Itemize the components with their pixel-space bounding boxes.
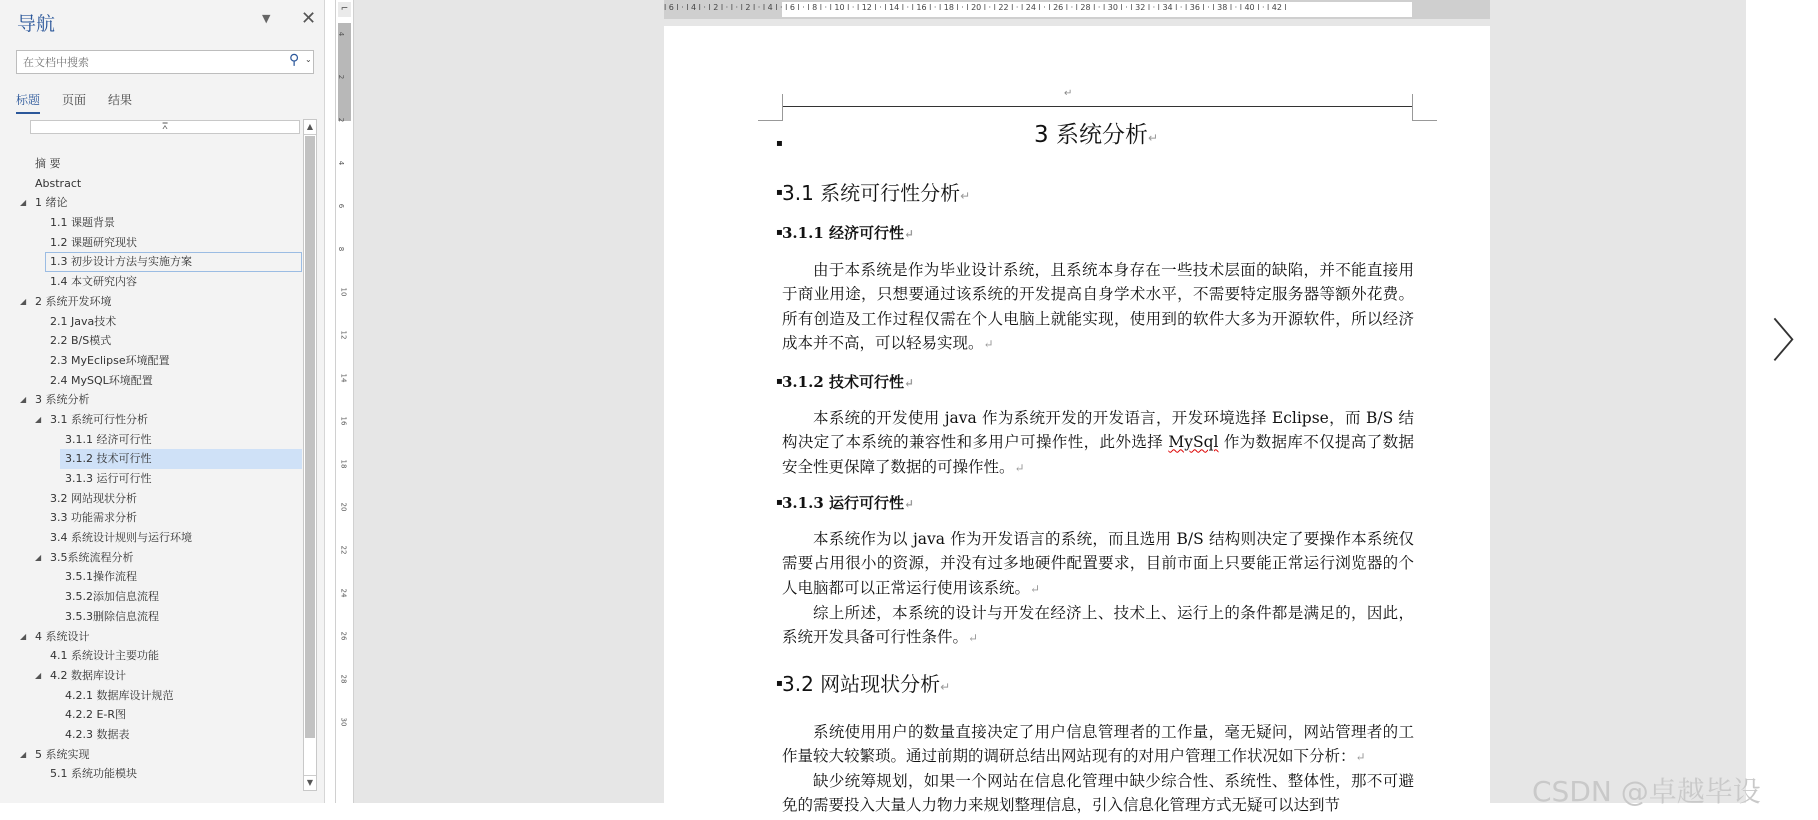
outline-item-label: 4 系统设计 (35, 629, 90, 643)
next-page-arrow-icon[interactable]: 〉 (1772, 314, 1818, 368)
spelling-error-mark: MySql (1168, 433, 1219, 452)
nav-options-dropdown-icon[interactable]: ▼ (262, 12, 271, 25)
tab-selector-icon[interactable]: ⌐ (338, 2, 351, 17)
ruler-tick-label: 24 (339, 588, 348, 598)
outline-item-label: 4.2.2 E-R图 (65, 708, 127, 722)
ruler-tick-label: 6 (337, 203, 346, 209)
outline-item-label: 2.1 Java技术 (50, 314, 117, 328)
outline-item-label: 4.2.1 数据库设计规范 (65, 688, 174, 702)
ruler-tick-label: 14 (339, 373, 348, 383)
outline-item-label: 1.3 初步设计方法与实施方案 (50, 255, 192, 269)
outline-item-label: 3.3 功能需求分析 (50, 511, 137, 525)
ruler-tick-label: 4 (337, 31, 346, 37)
outline-item[interactable] (0, 410, 302, 430)
tab-pages[interactable]: 页面 (62, 93, 87, 107)
outline-item[interactable] (0, 469, 302, 489)
outline-item[interactable] (0, 567, 302, 587)
outline-item[interactable] (0, 312, 302, 332)
crop-mark (1412, 106, 1437, 121)
outline-item-label: 2 系统开发环境 (35, 294, 112, 308)
outline-item[interactable] (0, 233, 302, 253)
heading-3-2: 3.2 网站现状分析↵ (782, 672, 951, 696)
outline-item-label: 3.4 系统设计规则与运行环境 (50, 531, 192, 545)
ruler-tick-label: 16 (339, 416, 348, 426)
heading-bullet: ▪ (776, 497, 783, 508)
expand-toggle-icon[interactable]: ◢ (20, 749, 27, 759)
expand-toggle-icon[interactable]: ◢ (20, 198, 27, 208)
outline-item[interactable] (0, 489, 302, 509)
expand-toggle-icon[interactable]: ◢ (20, 395, 27, 405)
crop-mark (758, 106, 783, 121)
outline-item-label: 3.2 网站现状分析 (50, 491, 137, 505)
crop-mark (1412, 94, 1413, 106)
header-rule (782, 106, 1412, 107)
outline-item[interactable] (0, 646, 302, 666)
heading-3-1-3: 3.1.3 运行可行性↵ (782, 494, 915, 512)
outline-item-label: 3.1.1 经济可行性 (65, 432, 152, 446)
close-icon[interactable]: ✕ (301, 8, 317, 29)
outline-item-label: 4.2.3 数据表 (65, 727, 130, 741)
paragraph-planning: 缺少统筹规划，如果一个网站在信息化管理中缺少综合性、系统性、整体性，那不可避免的需要投入大量人力物力来规划整理信息，引入信息化管理方式无疑可以达到节 (782, 772, 1414, 815)
outline-item[interactable] (0, 213, 302, 233)
heading-bullet: ▪ (776, 678, 783, 689)
outline-item-label: 1.1 课题背景 (50, 216, 115, 230)
paragraph-operational: 本系统作为以 java 作为开发语言的系统，而且选用 B/S 结构则决定了要操作本系统仅需要占用很小的资源，并没有过多地硬件配置要求，目前市面上只要能正常运行浏览器的个人电脑都可以正常运行使用该系统。↵ (782, 530, 1414, 597)
outline-item-label: 5 系统实现 (35, 747, 90, 761)
expand-toggle-icon[interactable]: ◢ (20, 631, 27, 641)
outline-item-label: 1.4 本文研究内容 (50, 275, 137, 289)
header-paragraph-mark: ↵ (1064, 88, 1073, 99)
ruler-tick-label: 8 (337, 246, 346, 252)
outline-item[interactable] (0, 528, 302, 548)
outline-item-label: 2.2 B/S模式 (50, 334, 112, 348)
outline-item[interactable] (0, 705, 302, 725)
watermark: CSDN @卓越毕设 (1532, 775, 1761, 808)
scroll-up-icon[interactable]: ▲ (304, 120, 316, 135)
chapter-title: 3 系统分析↵ (1034, 122, 1159, 148)
tab-headings[interactable]: 标题 (16, 93, 41, 107)
ruler-tick-label: 10 (339, 287, 348, 297)
heading-outline (0, 154, 302, 784)
outline-item[interactable] (45, 252, 302, 272)
nav-title: 导航 (17, 13, 56, 35)
outline-item[interactable] (0, 587, 302, 607)
outline-item-label: 1 绪论 (35, 196, 68, 210)
outline-item-label: 4.2 数据库设计 (50, 668, 126, 682)
collapse-all-button[interactable]: ⩞ (30, 120, 300, 134)
outline-item-label: 3 系统分析 (35, 393, 90, 407)
tab-results[interactable]: 结果 (108, 93, 133, 107)
heading-3-1-1: 3.1.1 经济可行性↵ (782, 224, 915, 242)
heading-3-1-2: 3.1.2 技术可行性↵ (782, 373, 915, 391)
ruler-tick-label: 28 (339, 674, 348, 684)
outline-item[interactable] (0, 331, 302, 351)
outline-item[interactable] (0, 508, 302, 528)
expand-toggle-icon[interactable]: ◢ (35, 414, 42, 424)
outline-item[interactable] (0, 764, 302, 784)
outline-item-label: 2.4 MySQL环境配置 (50, 373, 153, 387)
outline-item-label: 3.1.3 运行可行性 (65, 472, 152, 485)
outline-item-label: 2.3 MyEclipse环境配置 (50, 353, 170, 367)
vertical-ruler (335, 0, 354, 803)
outline-item-label: 1.2 课题研究现状 (50, 235, 137, 249)
heading-bullet: ▪ (776, 227, 783, 238)
paragraph-status: 系统使用用户的数量直接决定了用户信息管理者的工作量，毫无疑问，网站管理者的工作量较大较繁琐。通过前期的调研总结出网站现有的对用户管理工作状况如下分析：↵ (782, 723, 1414, 766)
horizontal-ruler (664, 0, 1490, 19)
search-box (16, 50, 314, 74)
outline-item[interactable] (60, 449, 302, 469)
heading-bullet: ▪ (776, 138, 783, 149)
paragraph-summary: 综上所述，本系统的设计与开发在经济上、技术上、运行上的条件都是满足的，因此，系统开发具备可行性条件。↵ (782, 604, 1414, 647)
ruler-tick-label: 22 (339, 545, 348, 555)
outline-item[interactable] (0, 627, 302, 647)
outline-item-label: 3.1.2 技术可行性 (65, 452, 152, 466)
heading-bullet: ▪ (776, 376, 783, 387)
ruler-tick-label: 4 (337, 160, 346, 166)
outline-item[interactable] (0, 351, 302, 371)
search-icon[interactable]: ⚲ (289, 52, 300, 68)
outline-item[interactable] (0, 174, 302, 194)
ruler-margin-area (338, 23, 351, 121)
expand-toggle-icon[interactable]: ◢ (35, 552, 42, 562)
outline-item[interactable] (0, 292, 302, 312)
outline-item-label: Abstract (35, 176, 82, 190)
outline-item-label: 3.5.1操作流程 (65, 570, 137, 584)
outline-item[interactable] (0, 745, 302, 765)
outline-item-label: 3.1 系统可行性分析 (50, 412, 148, 426)
outline-item[interactable] (0, 193, 302, 213)
outline-item[interactable] (0, 686, 302, 706)
ruler-tick-label: 18 (339, 459, 348, 469)
expand-toggle-icon[interactable]: ◢ (35, 670, 42, 680)
document-page[interactable] (664, 26, 1490, 815)
heading-bullet: ▪ (776, 187, 783, 198)
outline-item[interactable] (0, 548, 302, 568)
ruler-tick-label: 20 (339, 502, 348, 512)
outline-item[interactable] (0, 430, 302, 450)
ruler-ticks: l 6 l · l 4 l · l 2 l · l · l 2 l · l 4 l · l 6 l · l 8 l · l 10 l · l 12 l · l 14 l · l 16 l · l 18 l · l 20 l · l 22 l · l 24 l · l 26 l · l 28 l · l 30 l · l 32 l · l 34 l · l 36 l · l 38 l · l 40 l · l 42 l (664, 3, 1287, 12)
nav-scrollbar[interactable] (303, 119, 317, 791)
outline-item-label: 3.5.3删除信息流程 (65, 609, 159, 623)
outline-item-label: 摘 要 (35, 157, 61, 170)
outline-item[interactable] (0, 725, 302, 745)
expand-toggle-icon[interactable]: ◢ (20, 296, 27, 306)
ruler-tick-label: 30 (339, 717, 348, 727)
paragraph-technical: 本系统的开发使用 java 作为系统开发的开发语言，开发环境选择 Eclipse，而 B/S 结构决定了本系统的兼容性和多用户可操作性，此外选择 MySql 作为数据库不仅提高了数据安全性更保障了数据的可操作性。↵ (782, 409, 1414, 476)
outline-item[interactable] (0, 666, 302, 686)
outline-item[interactable] (0, 272, 302, 292)
paragraph-economic: 由于本系统是作为毕业设计系统，且系统本身存在一些技术层面的缺陷，并不能直接用于商业用途，只想要通过该系统的开发提高自身学术水平，不需要特定服务器等额外花费。所有创造及工作过程仅需在个人电脑上就能实现，使用到的软件大多为开源软件，所以经济成本并不高，可以轻易实现。↵ (782, 261, 1414, 352)
outline-item-label: 5.1 系统功能模块 (50, 767, 137, 781)
ruler-tick-label: 26 (339, 631, 348, 641)
navigation-pane (0, 0, 325, 803)
search-input[interactable] (17, 51, 285, 73)
tab-active-indicator (16, 112, 40, 114)
outline-item[interactable] (0, 154, 302, 174)
scroll-thumb[interactable] (305, 136, 315, 738)
crop-mark (782, 94, 783, 106)
ruler-tick-label: 2 (337, 74, 346, 80)
outline-item[interactable] (0, 607, 302, 627)
outline-item-label: 3.5.2添加信息流程 (65, 590, 159, 604)
heading-3-1: 3.1 系统可行性分析↵ (782, 181, 971, 205)
outline-item-label: 3.5系统流程分析 (50, 550, 134, 564)
scroll-down-icon[interactable]: ▼ (304, 775, 316, 790)
chevron-down-icon[interactable]: ⌄ (305, 55, 312, 64)
outline-item[interactable] (0, 371, 302, 391)
ruler-tick-label: 2 (337, 117, 346, 123)
outline-item[interactable] (0, 390, 302, 410)
outline-item-label: 4.1 系统设计主要功能 (50, 649, 159, 663)
ruler-tick-label: 12 (339, 330, 348, 340)
